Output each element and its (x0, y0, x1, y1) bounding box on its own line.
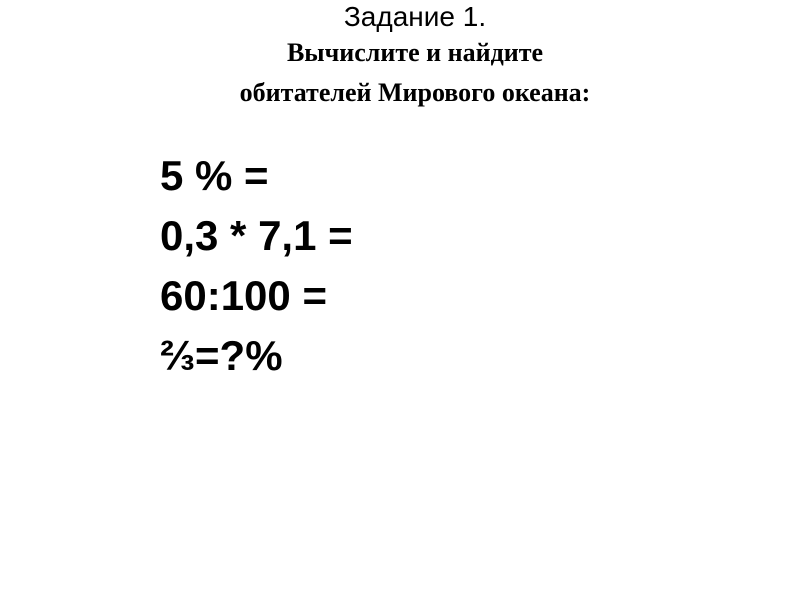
task-item: 0,3 * 7,1 = (160, 212, 353, 259)
instruction-line-2: обитателей Мирового океана: (239, 78, 591, 107)
instruction-line-1: Вычислите и найдите (286, 38, 544, 67)
task-item: ⅔=?% (160, 332, 283, 379)
task-item: 5 % = (160, 152, 269, 199)
slide-title: Задание 1. (343, 1, 487, 32)
task-list (160, 146, 353, 386)
task-item: 60:100 = (160, 272, 327, 319)
